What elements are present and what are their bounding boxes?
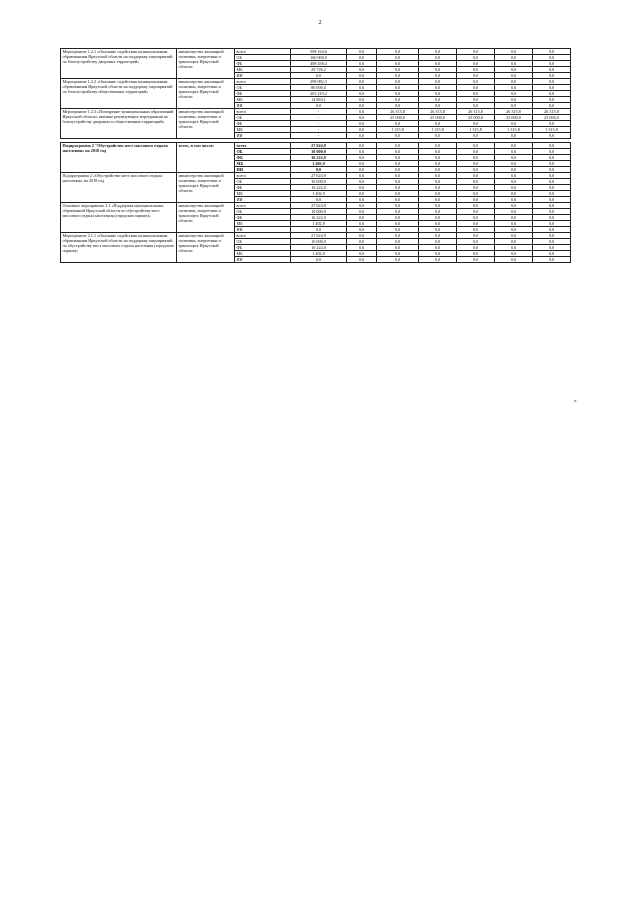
amount-cell: 0,0: [495, 161, 533, 167]
program-name: Подпрограмма 2 «Обустройство мест массового отдыха населения» на 2018 год: [61, 173, 177, 203]
amount-cell: 0,0: [347, 149, 377, 155]
funding-source: ОБ: [235, 209, 291, 215]
amount-cell: 0,0: [347, 133, 377, 139]
amount-cell: 0,0: [347, 73, 377, 79]
amount-cell: 0,0: [377, 49, 419, 55]
amount-cell: 0,0: [377, 143, 419, 149]
amount-cell: 0,0: [533, 239, 571, 245]
amount-cell: 0,0: [377, 215, 419, 221]
amount-cell: 0,0: [533, 215, 571, 221]
amount-cell: 0,0: [533, 121, 571, 127]
amount-cell: 0,0: [533, 251, 571, 257]
amount-cell: 0,0: [377, 191, 419, 197]
amount-cell: 0,0: [533, 73, 571, 79]
amount-cell: 0,0: [495, 173, 533, 179]
amount-cell: 0,0: [457, 49, 495, 55]
funding-source: всего: [235, 233, 291, 239]
amount-cell: 0,0: [533, 61, 571, 67]
amount-cell: 0,0: [377, 61, 419, 67]
amount-cell: 0,0: [457, 227, 495, 233]
amount-cell: 0,0: [419, 103, 457, 109]
amount-cell: 16 222,0: [291, 245, 347, 251]
amount-cell: 0,0: [419, 91, 457, 97]
amount-cell: 0,0: [495, 203, 533, 209]
funding-source: ОБ: [235, 55, 291, 61]
amount-cell: 0,0: [377, 239, 419, 245]
funding-source: всего: [235, 203, 291, 209]
funding-source: всего: [235, 109, 291, 115]
amount-cell: 80 000,0: [291, 85, 347, 91]
amount-cell: 0,0: [347, 233, 377, 239]
responsible-executor: министерство жилищной политики, энергетики и транспорта Иркутской области: [177, 173, 235, 203]
amount-cell: 0,0: [419, 67, 457, 73]
amount-cell: 0,0: [419, 203, 457, 209]
amount-cell: 1 315,8: [495, 127, 533, 133]
funding-source: всего: [235, 143, 291, 149]
amount-cell: 0,0: [347, 185, 377, 191]
amount-cell: 0,0: [347, 55, 377, 61]
amount-cell: 0,0: [457, 185, 495, 191]
amount-cell: 0,0: [291, 103, 347, 109]
funding-source: ФБ: [235, 155, 291, 161]
amount-cell: 0,0: [457, 257, 495, 263]
amount-cell: 0,0: [419, 221, 457, 227]
funding-source: МБ: [235, 127, 291, 133]
amount-cell: 0,0: [495, 239, 533, 245]
amount-cell: 0,0: [495, 121, 533, 127]
amount-cell: 0,0: [533, 245, 571, 251]
funding-source: ИИ: [235, 197, 291, 203]
amount-cell: 0,0: [457, 133, 495, 139]
amount-cell: 0,0: [457, 67, 495, 73]
amount-cell: 0,0: [419, 257, 457, 263]
amount-cell: 0,0: [495, 197, 533, 203]
amount-cell: 0,0: [495, 55, 533, 61]
amount-cell: 0,0: [457, 209, 495, 215]
amount-cell: 0,0: [533, 221, 571, 227]
responsible-executor: министерство жилищной политики, энергетики и транспорта Иркутской области: [177, 203, 235, 233]
amount-cell: 0,0: [495, 191, 533, 197]
amount-cell: 0,0: [533, 103, 571, 109]
funding-source: всего: [235, 173, 291, 179]
amount-cell: 0,0: [495, 73, 533, 79]
amount-cell: 0,0: [533, 97, 571, 103]
amount-cell: 0,0: [495, 227, 533, 233]
amount-cell: 1 402,9: [291, 221, 347, 227]
amount-cell: 25 000,0: [419, 115, 457, 121]
program-name: Мероприятие 1.2.2 «Оказание содействия муниципальным образованиям Иркутской области на поддержку мероприятий по благоустройству общественных территорий»: [61, 79, 177, 109]
amount-cell: 0,0: [533, 197, 571, 203]
amount-cell: -: [291, 133, 347, 139]
amount-cell: 0,0: [495, 103, 533, 109]
responsible-executor: всего, в том числе:: [177, 143, 235, 173]
amount-cell: 0,0: [457, 155, 495, 161]
amount-cell: 203 219,2: [291, 91, 347, 97]
amount-cell: 0,0: [495, 67, 533, 73]
trailing-mark: ».: [574, 399, 578, 404]
responsible-executor: министерство жилищной политики, энергетики и транспорта Иркутской области: [177, 109, 235, 139]
funding-source: ИИ: [235, 167, 291, 173]
funding-source: МБ: [235, 221, 291, 227]
amount-cell: 0,0: [347, 79, 377, 85]
amount-cell: 1 315,8: [533, 127, 571, 133]
amount-cell: 0,0: [291, 167, 347, 173]
amount-cell: 0,0: [347, 121, 377, 127]
amount-cell: 0,0: [495, 155, 533, 161]
amount-cell: 0,0: [377, 91, 419, 97]
amount-cell: 26 315,8: [457, 109, 495, 115]
amount-cell: 0,0: [377, 133, 419, 139]
funding-source: ФБ: [235, 215, 291, 221]
amount-cell: 0,0: [533, 143, 571, 149]
amount-cell: 0,0: [347, 109, 377, 115]
amount-cell: 0,0: [347, 91, 377, 97]
amount-cell: 0,0: [347, 221, 377, 227]
amount-cell: 0,0: [457, 55, 495, 61]
amount-cell: 16 222,0: [291, 155, 347, 161]
amount-cell: 0,0: [377, 67, 419, 73]
amount-cell: 0,0: [533, 209, 571, 215]
amount-cell: 0,0: [457, 167, 495, 173]
amount-cell: 0,0: [377, 233, 419, 239]
amount-cell: 0,0: [495, 179, 533, 185]
amount-cell: 0,0: [347, 103, 377, 109]
amount-cell: 0,0: [377, 121, 419, 127]
amount-cell: 0,0: [347, 115, 377, 121]
amount-cell: 0,0: [457, 121, 495, 127]
amount-cell: 0,0: [533, 161, 571, 167]
amount-cell: 0,0: [347, 167, 377, 173]
amount-cell: 0,0: [533, 233, 571, 239]
amount-cell: 0,0: [419, 149, 457, 155]
amount-cell: 0,0: [533, 257, 571, 263]
amount-cell: 0,0: [533, 149, 571, 155]
amount-cell: 0,0: [495, 185, 533, 191]
amount-cell: 0,0: [457, 97, 495, 103]
amount-cell: 0,0: [419, 215, 457, 221]
amount-cell: 0,0: [495, 251, 533, 257]
page-number: 2: [318, 20, 322, 26]
amount-cell: 0,0: [377, 103, 419, 109]
amount-cell: 0,0: [533, 91, 571, 97]
amount-cell: 160 000,0: [291, 55, 347, 61]
funding-table: [60, 48, 571, 263]
amount-cell: 0,0: [347, 251, 377, 257]
funding-source: МБ: [235, 97, 291, 103]
amount-cell: 0,0: [457, 79, 495, 85]
amount-cell: 0,0: [347, 49, 377, 55]
amount-cell: 0,0: [495, 49, 533, 55]
amount-cell: 0,0: [347, 143, 377, 149]
funding-source: ИИ: [235, 257, 291, 263]
amount-cell: -: [291, 109, 347, 115]
amount-cell: 0,0: [495, 79, 533, 85]
amount-cell: 0,0: [347, 85, 377, 91]
amount-cell: 0,0: [533, 179, 571, 185]
amount-cell: 0,0: [495, 91, 533, 97]
amount-cell: -: [291, 115, 347, 121]
amount-cell: 0,0: [377, 227, 419, 233]
amount-cell: 0,0: [495, 167, 533, 173]
amount-cell: 0,0: [457, 233, 495, 239]
amount-cell: 0,0: [533, 133, 571, 139]
program-name: Мероприятие 1.2.3 «Поощрение муниципальных образований Иркутской области, активно реализующих мероприятия по благоустройству дворовых и общественных территорий»: [61, 109, 177, 139]
amount-cell: 0,0: [347, 61, 377, 67]
amount-cell: 0,0: [377, 221, 419, 227]
amount-cell: 0,0: [377, 167, 419, 173]
funding-source: ОБ: [235, 149, 291, 155]
amount-cell: 0,0: [419, 191, 457, 197]
amount-cell: 0,0: [457, 91, 495, 97]
amount-cell: 0,0: [533, 49, 571, 55]
amount-cell: 0,0: [419, 185, 457, 191]
amount-cell: 408 438,4: [291, 61, 347, 67]
amount-cell: 0,0: [457, 203, 495, 209]
amount-cell: 0,0: [419, 227, 457, 233]
amount-cell: 0,0: [347, 197, 377, 203]
amount-cell: 0,0: [419, 55, 457, 61]
amount-cell: 0,0: [457, 191, 495, 197]
amount-cell: 0,0: [377, 251, 419, 257]
amount-cell: 0,0: [347, 203, 377, 209]
amount-cell: 0,0: [533, 79, 571, 85]
funding-source: ФБ: [235, 61, 291, 67]
amount-cell: 27 624,9: [291, 143, 347, 149]
amount-cell: 0,0: [533, 67, 571, 73]
funding-source: ИИ: [235, 73, 291, 79]
amount-cell: 27 624,9: [291, 203, 347, 209]
amount-cell: 0,0: [495, 215, 533, 221]
funding-source: ОБ: [235, 85, 291, 91]
amount-cell: 29 726,2: [291, 67, 347, 73]
funding-source: всего: [235, 49, 291, 55]
program-name: Подпрограмма 2 "Обустройство мест массового отдыха населения» на 2018 год: [61, 143, 177, 173]
amount-cell: 0,0: [347, 257, 377, 263]
amount-cell: 0,0: [457, 197, 495, 203]
amount-cell: 0,0: [347, 215, 377, 221]
amount-cell: -: [291, 127, 347, 133]
amount-cell: 0,0: [291, 197, 347, 203]
amount-cell: 0,0: [419, 49, 457, 55]
amount-cell: 1 402,9: [291, 191, 347, 197]
funding-table-body: [61, 49, 571, 263]
amount-cell: 0,0: [457, 215, 495, 221]
funding-source: МБ: [235, 161, 291, 167]
amount-cell: 27 624,9: [291, 233, 347, 239]
amount-cell: 0,0: [495, 61, 533, 67]
amount-cell: 27 624,9: [291, 173, 347, 179]
amount-cell: 10 000,0: [291, 179, 347, 185]
amount-cell: 0,0: [419, 85, 457, 91]
amount-cell: 0,0: [457, 239, 495, 245]
amount-cell: 26 315,8: [377, 109, 419, 115]
amount-cell: 0,0: [533, 173, 571, 179]
funding-source: ИИ: [235, 103, 291, 109]
amount-cell: 10 000,0: [291, 149, 347, 155]
amount-cell: 0,0: [377, 245, 419, 251]
amount-cell: 0,0: [495, 233, 533, 239]
amount-cell: 0,0: [377, 179, 419, 185]
amount-cell: 0,0: [347, 209, 377, 215]
amount-cell: 0,0: [377, 185, 419, 191]
funding-source: ИИ: [235, 133, 291, 139]
amount-cell: 0,0: [419, 133, 457, 139]
amount-cell: 0,0: [377, 73, 419, 79]
amount-cell: 10 000,0: [291, 209, 347, 215]
amount-cell: 0,0: [347, 97, 377, 103]
amount-cell: 0,0: [533, 185, 571, 191]
amount-cell: 0,0: [457, 143, 495, 149]
amount-cell: 0,0: [419, 161, 457, 167]
funding-source: ОБ: [235, 179, 291, 185]
amount-cell: 0,0: [457, 221, 495, 227]
amount-cell: 0,0: [495, 85, 533, 91]
amount-cell: 25 000,0: [377, 115, 419, 121]
amount-cell: 0,0: [457, 103, 495, 109]
amount-cell: 0,0: [457, 245, 495, 251]
funding-source: МБ: [235, 191, 291, 197]
amount-cell: 0,0: [533, 167, 571, 173]
amount-cell: 0,0: [419, 209, 457, 215]
amount-cell: 1 315,8: [419, 127, 457, 133]
amount-cell: 0,0: [533, 227, 571, 233]
amount-cell: 0,0: [347, 191, 377, 197]
amount-cell: 0,0: [457, 61, 495, 67]
amount-cell: 16 222,0: [291, 185, 347, 191]
amount-cell: -: [291, 121, 347, 127]
amount-cell: 0,0: [457, 149, 495, 155]
amount-cell: 0,0: [457, 161, 495, 167]
funding-source: ФБ: [235, 121, 291, 127]
amount-cell: 1 402,9: [291, 251, 347, 257]
amount-cell: 0,0: [419, 61, 457, 67]
amount-cell: 0,0: [495, 257, 533, 263]
funding-source: ФБ: [235, 91, 291, 97]
amount-cell: 0,0: [419, 97, 457, 103]
amount-cell: 0,0: [419, 233, 457, 239]
amount-cell: 0,0: [419, 245, 457, 251]
funding-source: ОБ: [235, 239, 291, 245]
amount-cell: 0,0: [377, 257, 419, 263]
amount-cell: 0,0: [377, 55, 419, 61]
amount-cell: 0,0: [457, 85, 495, 91]
amount-cell: 0,0: [419, 239, 457, 245]
amount-cell: 0,0: [419, 197, 457, 203]
amount-cell: 1 315,8: [377, 127, 419, 133]
funding-source: всего: [235, 79, 291, 85]
amount-cell: 0,0: [495, 149, 533, 155]
amount-cell: 0,0: [347, 155, 377, 161]
amount-cell: 0,0: [533, 85, 571, 91]
amount-cell: 0,0: [419, 143, 457, 149]
funding-source: ФБ: [235, 245, 291, 251]
amount-cell: 0,0: [533, 55, 571, 61]
amount-cell: 0,0: [377, 161, 419, 167]
amount-cell: 0,0: [495, 245, 533, 251]
program-name: Мероприятие 1.2.1 «Оказание содействия муниципальным образованиям Иркутской области на поддержку мероприятий по благоустройству дворовых территорий»: [61, 49, 177, 79]
amount-cell: 0,0: [347, 239, 377, 245]
amount-cell: 0,0: [347, 161, 377, 167]
amount-cell: 0,0: [347, 227, 377, 233]
amount-cell: 0,0: [419, 79, 457, 85]
amount-cell: 0,0: [533, 191, 571, 197]
amount-cell: 0,0: [377, 173, 419, 179]
amount-cell: 0,0: [419, 167, 457, 173]
funding-source: ИИ: [235, 227, 291, 233]
amount-cell: 0,0: [419, 179, 457, 185]
funding-source: МБ: [235, 67, 291, 73]
amount-cell: 0,0: [377, 97, 419, 103]
amount-cell: 10 000,0: [291, 239, 347, 245]
amount-cell: 0,0: [533, 155, 571, 161]
amount-cell: 16 222,0: [291, 215, 347, 221]
amount-cell: 0,0: [291, 73, 347, 79]
amount-cell: 25 000,0: [457, 115, 495, 121]
amount-cell: 0,0: [419, 155, 457, 161]
amount-cell: 0,0: [457, 251, 495, 257]
responsible-executor: министерство жилищной политики, энергетики и транспорта Иркутской области: [177, 233, 235, 263]
amount-cell: 0,0: [533, 203, 571, 209]
amount-cell: 0,0: [377, 203, 419, 209]
amount-cell: 0,0: [419, 173, 457, 179]
amount-cell: 0,0: [495, 209, 533, 215]
amount-cell: 25 000,0: [495, 115, 533, 121]
amount-cell: 26 315,8: [533, 109, 571, 115]
amount-cell: 0,0: [457, 173, 495, 179]
amount-cell: 0,0: [419, 251, 457, 257]
amount-cell: 0,0: [347, 67, 377, 73]
amount-cell: 0,0: [495, 143, 533, 149]
program-name: Мероприятие 2.1.1 «Оказание содействия муниципальным образованиям Иркутской области на поддержку мероприятий по обустройству мест массового отдыха населения (городских парков)»: [61, 233, 177, 263]
amount-cell: 14 863,1: [291, 97, 347, 103]
responsible-executor: министерство жилищной политики, энергетики и транспорта Иркутской области: [177, 49, 235, 79]
amount-cell: 0,0: [377, 79, 419, 85]
amount-cell: 0,0: [377, 197, 419, 203]
funding-source: МБ: [235, 251, 291, 257]
amount-cell: 0,0: [377, 85, 419, 91]
amount-cell: 598 164,6: [291, 49, 347, 55]
amount-cell: 0,0: [377, 149, 419, 155]
amount-cell: 0,0: [495, 133, 533, 139]
responsible-executor: министерство жилищной политики, энергетики и транспорта Иркутской области: [177, 79, 235, 109]
amount-cell: 0,0: [347, 245, 377, 251]
amount-cell: 0,0: [377, 155, 419, 161]
amount-cell: 0,0: [347, 173, 377, 179]
amount-cell: 25 000,0: [533, 115, 571, 121]
amount-cell: 0,0: [457, 73, 495, 79]
amount-cell: 1 315,8: [457, 127, 495, 133]
amount-cell: 0,0: [419, 73, 457, 79]
amount-cell: 26 315,8: [495, 109, 533, 115]
amount-cell: 0,0: [291, 227, 347, 233]
amount-cell: 0,0: [457, 179, 495, 185]
amount-cell: 0,0: [377, 209, 419, 215]
amount-cell: 0,0: [495, 221, 533, 227]
amount-cell: 298 082,3: [291, 79, 347, 85]
amount-cell: 0,0: [291, 257, 347, 263]
amount-cell: 0,0: [347, 127, 377, 133]
program-name: Основное мероприятие 2.1 «Поддержка муниципальных образований Иркутской области по обустройству мест массового отдыха населения (городских парков)»: [61, 203, 177, 233]
amount-cell: 0,0: [419, 121, 457, 127]
funding-source: ФБ: [235, 185, 291, 191]
amount-cell: 1 402,9: [291, 161, 347, 167]
amount-cell: 0,0: [495, 97, 533, 103]
amount-cell: 26 315,8: [419, 109, 457, 115]
funding-source: ОБ: [235, 115, 291, 121]
amount-cell: 0,0: [347, 179, 377, 185]
